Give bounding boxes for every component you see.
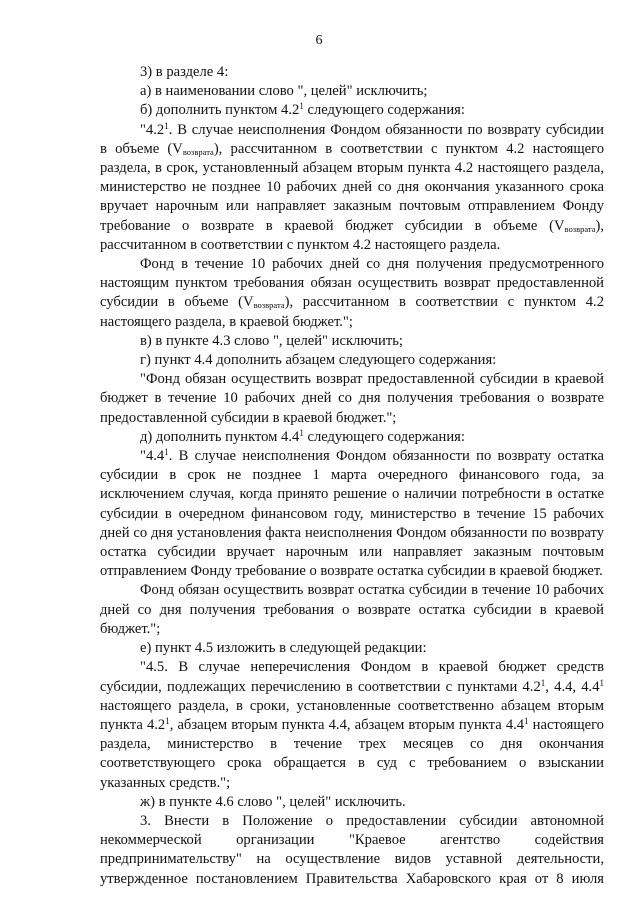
subscript: возврата [564, 223, 596, 234]
superscript: 1 [599, 677, 605, 688]
paragraph [100, 101, 604, 120]
paragraph [100, 332, 604, 351]
text-segment: д) дополнить пунктом 4.4 [140, 428, 300, 445]
superscript: 1 [540, 677, 546, 688]
subscript: возврата [253, 300, 285, 311]
paragraph [100, 447, 604, 581]
text-segment: , абзацем вторым пункта 4.4, абзацем вторым пункта 4.4 [169, 716, 525, 733]
text-segment: б) дополнить пунктом 4.2 [140, 102, 300, 119]
paragraph [100, 793, 604, 812]
superscript: 1 [164, 120, 169, 131]
paragraph [100, 812, 604, 889]
paragraph [100, 428, 604, 447]
paragraph [100, 581, 604, 639]
superscript: 1 [164, 447, 169, 458]
text-segment: следующего содержания: [303, 428, 465, 445]
paragraph [100, 658, 604, 792]
text-segment: настоящего раздела, министерство в течение трех месяцев со дня окончания соответствующего срока обращается в суд с требованием о взыскании указанных средств."; [100, 716, 604, 791]
text-segment: ж) в пункте 4.6 слово ", целей" исключить. [140, 793, 406, 810]
superscript: 1 [524, 715, 529, 726]
text-segment: "4.5. В случае неперечисления Фондом в краевой бюджет средств субсидии, подлежащих перечислению в соответствии с пунктами 4.2 [100, 659, 604, 695]
text-segment: "4.2 [140, 121, 165, 138]
superscript: 1 [299, 427, 304, 438]
paragraph [100, 255, 604, 332]
text-segment: г) пункт 4.4 дополнить абзацем следующего содержания: [140, 352, 497, 369]
superscript: 1 [165, 715, 170, 726]
paragraph [100, 370, 604, 428]
text-segment: 3) в разделе 4: [140, 64, 229, 80]
document-body [100, 63, 604, 889]
paragraph [100, 351, 604, 370]
paragraph [100, 639, 604, 658]
text-segment: настоящего раздела, в сроки, установленные соответственно абзацем вторым пункта 4.2 [100, 697, 604, 733]
paragraph [100, 82, 604, 101]
text-segment: 3. Внести в Положение о предоставлении субсидии автономной некоммерческой организации "Краевое агентство содействия предпринимательству" на осуществление видов уставной деятельности, утвержденное постановлением Правительства Хабаровского края от 8 июля [100, 812, 604, 887]
text-segment: . В случае неисполнения Фондом обязанности по возврату субсидии в объеме (V [100, 121, 604, 157]
paragraph [100, 121, 604, 255]
text-segment: ), рассчитанном в соответствии с пунктом 4.2 настоящего раздела. [100, 217, 604, 253]
text-segment: , 4.4, 4.4 [545, 678, 600, 695]
paragraph [100, 63, 604, 82]
superscript: 1 [299, 101, 304, 112]
text-segment: . В случае неисполнения Фондом обязанности по возврату остатка субсидии в срок не позднее 1 марта очередного финансового года, за исключением случая, когда принято решение о наличии потребности в остатке субсидии в очередном финансовом году, министерство в течение 15 рабочих дней со дня установления факта неисполнения Фондом обязанности по возврату остатка субсидии вручает нарочным или направляет заказным почтовым отправлением Фонду требование о возврате остатка субсидии в краевой бюджет. [100, 448, 604, 580]
text-segment: е) пункт 4.5 изложить в следующей редакции: [140, 640, 427, 657]
text-segment: ), рассчитанном в соответствии с пунктом 4.2 настоящего раздела, в срок, установленный абзацем вторым пункта 4.2 настоящего раздела, министерство не позднее 10 рабочих дней со дня окончания указанного срока вручает нарочным или направляет заказным почтовым отправлением Фонду требование о возврате в краевой бюджет субсидии в объеме (V [100, 140, 604, 234]
text-segment: Фонд в течение 10 рабочих дней со дня получения предусмотренного настоящим пунктом требования обязан осуществить возврат предоставленной субсидии в объеме (V [100, 256, 604, 311]
text-segment: ), рассчитанном в соответствии с пунктом 4.2 настоящего раздела, в краевой бюджет."; [100, 294, 605, 330]
text-segment: в) в пункте 4.3 слово ", целей" исключить; [140, 332, 403, 349]
page-number: 6 [315, 33, 323, 48]
text-segment: Фонд обязан осуществить возврат остатка субсидии в течение 10 рабочих дней со дня получения требования о возврате остатка субсидии в краевой бюджет."; [100, 582, 604, 637]
text-segment: "4.4 [140, 448, 165, 465]
text-segment: а) в наименовании слово ", целей" исключить; [140, 83, 428, 100]
text-segment: следующего содержания: [303, 102, 465, 119]
text-segment: "Фонд обязан осуществить возврат предоставленной субсидии в краевой бюджет в течение 10 рабочих дней со дня получения требования о возврате предоставленной субсидии в краевой бюджет."; [100, 371, 604, 426]
subscript: возврата [182, 146, 214, 157]
